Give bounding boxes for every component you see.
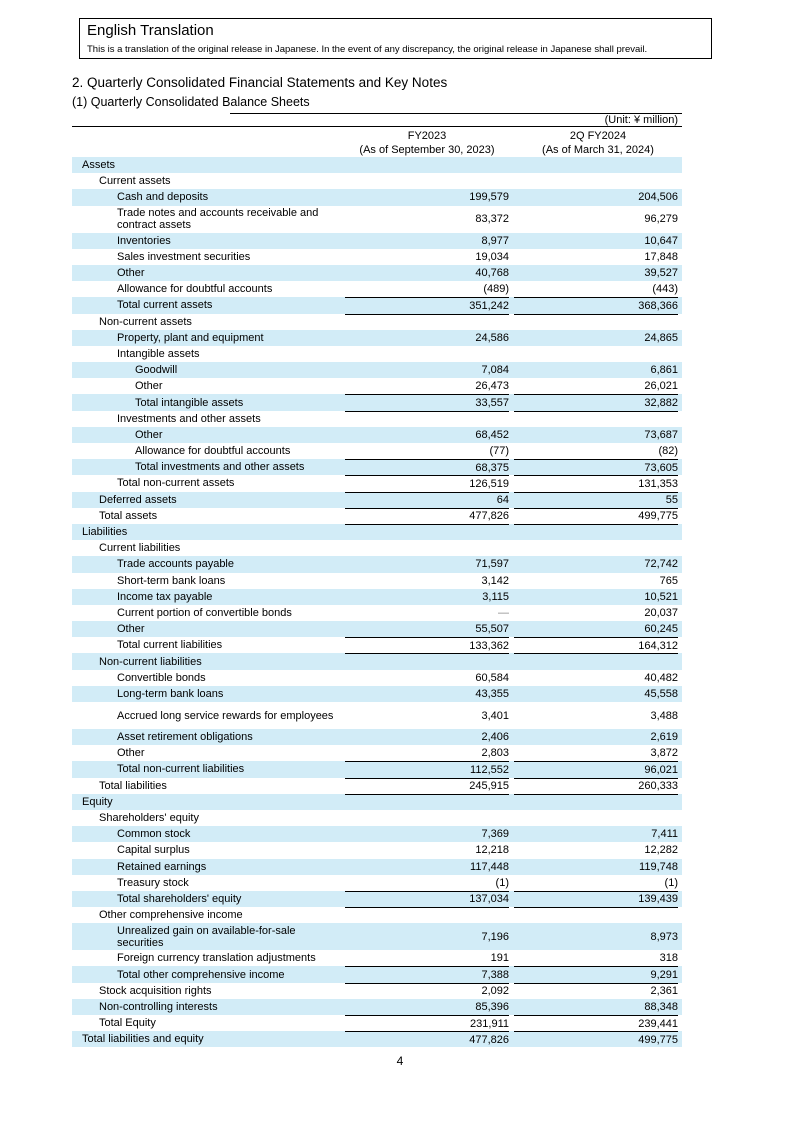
table-row [72, 378, 682, 394]
value-fy2023: 68,452 [475, 428, 509, 441]
page-number: 4 [396, 1054, 404, 1068]
table-row [72, 206, 682, 233]
row-label: Total investments and other assets [135, 461, 305, 474]
table-row [72, 1031, 682, 1047]
value-2q-fy2024: 20,037 [644, 606, 678, 619]
value-fy2023 [345, 794, 509, 810]
value-2q-fy2024: 10,521 [644, 590, 678, 603]
table-row [72, 810, 682, 826]
value-2q-fy2024: 260,333 [514, 778, 678, 794]
value-2q-fy2024: 32,882 [514, 394, 678, 410]
table-row [72, 233, 682, 249]
value-fy2023 [345, 411, 509, 427]
row-label: Property, plant and equipment [117, 331, 264, 344]
table-row [72, 729, 682, 745]
value-fy2023: 477,826 [345, 1031, 509, 1047]
value-fy2023: 68,375 [345, 459, 509, 475]
value-fy2023: 55,507 [475, 623, 509, 636]
value-fy2023: 2,406 [481, 731, 509, 744]
row-label: Other [117, 623, 145, 636]
value-fy2023 [345, 314, 509, 330]
row-label: Current portion of convertible bonds [117, 606, 292, 619]
value-fy2023: 231,911 [345, 1015, 509, 1031]
row-label: Total non-current assets [117, 477, 235, 490]
value-2q-fy2024: 96,021 [514, 761, 678, 777]
table-row [72, 826, 682, 842]
value-fy2023 [345, 157, 509, 173]
value-fy2023: 19,034 [475, 250, 509, 263]
value-2q-fy2024: 6,861 [650, 364, 678, 377]
table-row [72, 875, 682, 891]
value-2q-fy2024: 499,775 [514, 508, 678, 524]
table-row [72, 249, 682, 265]
value-2q-fy2024: (82) [658, 445, 678, 458]
table-row [72, 297, 682, 313]
table-row [72, 1015, 682, 1031]
value-2q-fy2024: 318 [659, 952, 678, 965]
value-fy2023: 7,084 [481, 364, 509, 377]
row-label: Treasury stock [117, 876, 189, 889]
value-2q-fy2024: 17,848 [644, 250, 678, 263]
table-row [72, 923, 682, 950]
row-label: Deferred assets [99, 493, 177, 506]
row-label: Convertible bonds [117, 671, 206, 684]
table-row [72, 157, 682, 173]
row-label: Investments and other assets [117, 412, 261, 425]
row-label: Total liabilities and equity [82, 1033, 204, 1046]
value-fy2023: 191 [490, 952, 509, 965]
table-row [72, 637, 682, 653]
table-row [72, 330, 682, 346]
table-row [72, 999, 682, 1015]
table-row [72, 653, 682, 669]
value-fy2023: 7,369 [481, 828, 509, 841]
value-fy2023: 43,355 [475, 687, 509, 700]
value-fy2023: (489) [483, 283, 509, 296]
row-label: Other [117, 267, 145, 280]
table-row [72, 173, 682, 189]
value-2q-fy2024: 96,279 [644, 213, 678, 226]
value-fy2023: — [498, 606, 509, 619]
value-2q-fy2024 [514, 907, 678, 923]
row-label: Intangible assets [117, 347, 200, 360]
table-row [72, 459, 682, 475]
column-header-date: (As of September 30, 2023) [359, 144, 495, 156]
value-fy2023: 71,597 [475, 558, 509, 571]
value-fy2023: 3,401 [481, 709, 509, 722]
row-label: Assets [82, 159, 116, 172]
value-2q-fy2024: 73,605 [514, 459, 678, 475]
table-row [72, 686, 682, 702]
row-label: Allowance for doubtful accounts [117, 283, 273, 296]
value-fy2023 [345, 810, 509, 826]
unit-label: (Unit: ¥ million) [604, 114, 678, 126]
value-fy2023 [345, 524, 509, 540]
row-label: Trade accounts payable [117, 558, 234, 571]
table-row [72, 443, 682, 459]
row-label: Total current assets [117, 299, 213, 312]
value-2q-fy2024 [514, 314, 678, 330]
value-2q-fy2024: 2,361 [514, 983, 678, 999]
row-label: Total other comprehensive income [117, 968, 285, 981]
table-row [72, 475, 682, 491]
row-label: Current liabilities [99, 542, 181, 555]
table-row [72, 670, 682, 686]
row-label: Other [135, 380, 163, 393]
row-label: Equity [82, 795, 113, 808]
value-2q-fy2024: 39,527 [644, 267, 678, 280]
value-2q-fy2024: 72,742 [644, 558, 678, 571]
row-label: Non-controlling interests [99, 1000, 218, 1013]
table-row [72, 950, 682, 966]
value-2q-fy2024: 3,488 [650, 709, 678, 722]
value-2q-fy2024: 139,439 [514, 891, 678, 907]
table-row [72, 265, 682, 281]
value-2q-fy2024: (1) [664, 876, 678, 889]
value-fy2023: 64 [345, 492, 509, 508]
value-2q-fy2024: 55 [514, 492, 678, 508]
value-fy2023: 3,115 [482, 590, 509, 603]
row-label: Trade notes and accounts receivable and contract assets [117, 207, 319, 232]
row-label: Shareholders' equity [99, 812, 199, 825]
table-row [72, 966, 682, 982]
value-2q-fy2024 [514, 411, 678, 427]
table-row [72, 702, 682, 729]
table-row [72, 842, 682, 858]
row-label: Unrealized gain on available-for-sale securities [117, 924, 296, 949]
table-row [72, 427, 682, 443]
header-rule-top [230, 113, 682, 114]
row-label: Retained earnings [117, 860, 207, 873]
column-header-period: FY2023 [407, 130, 447, 142]
table-row [72, 540, 682, 556]
value-2q-fy2024 [514, 540, 678, 556]
table-row [72, 745, 682, 761]
value-2q-fy2024: 45,558 [644, 687, 678, 700]
header-rule [72, 126, 682, 127]
row-label: Capital surplus [117, 844, 190, 857]
value-fy2023: 8,977 [481, 234, 509, 247]
translation-notice-box [79, 18, 712, 59]
value-2q-fy2024: 88,348 [644, 1000, 678, 1013]
value-fy2023: 112,552 [345, 761, 509, 777]
subsection-heading: (1) Quarterly Consolidated Balance Sheets [72, 95, 310, 109]
value-fy2023: 60,584 [475, 671, 509, 684]
row-label: Accrued long service rewards for employees [117, 709, 334, 722]
table-row [72, 589, 682, 605]
table-row [72, 362, 682, 378]
table-row [72, 492, 682, 508]
value-2q-fy2024: 499,775 [514, 1031, 678, 1047]
value-fy2023: 199,579 [469, 191, 509, 204]
balance-sheet-table [72, 157, 682, 1047]
row-label: Liabilities [82, 526, 128, 539]
value-fy2023 [345, 653, 509, 669]
value-2q-fy2024: 131,353 [514, 475, 678, 491]
value-fy2023: 83,372 [475, 213, 509, 226]
value-2q-fy2024: 765 [659, 574, 678, 587]
table-row [72, 281, 682, 297]
value-2q-fy2024 [514, 346, 678, 362]
row-label: Inventories [117, 234, 171, 247]
value-2q-fy2024: 60,245 [644, 623, 678, 636]
value-fy2023: 2,803 [481, 747, 509, 760]
row-label: Current assets [99, 175, 171, 188]
table-row [72, 314, 682, 330]
value-2q-fy2024 [514, 794, 678, 810]
table-row [72, 778, 682, 794]
value-2q-fy2024: 7,411 [651, 828, 678, 841]
value-fy2023 [345, 346, 509, 362]
value-fy2023: 12,218 [475, 844, 509, 857]
row-label: Sales investment securities [117, 250, 251, 263]
value-fy2023: 245,915 [345, 778, 509, 794]
value-fy2023: 477,826 [345, 508, 509, 524]
row-label: Total intangible assets [135, 396, 244, 409]
row-label: Total Equity [99, 1017, 156, 1030]
column-header-2q-fy2024 [514, 129, 682, 157]
row-label: Asset retirement obligations [117, 731, 253, 744]
row-label: Income tax payable [117, 590, 213, 603]
value-fy2023: 137,034 [345, 891, 509, 907]
value-2q-fy2024: 119,748 [639, 860, 678, 873]
table-row [72, 794, 682, 810]
value-2q-fy2024 [514, 173, 678, 189]
value-2q-fy2024: 40,482 [644, 671, 678, 684]
row-label: Other comprehensive income [99, 909, 243, 922]
table-row [72, 508, 682, 524]
table-row [72, 556, 682, 572]
value-fy2023: 26,473 [475, 380, 509, 393]
column-header-date: (As of March 31, 2024) [542, 144, 654, 156]
value-2q-fy2024: 10,647 [644, 234, 678, 247]
value-2q-fy2024: 368,366 [514, 297, 678, 313]
value-2q-fy2024: 204,506 [638, 191, 678, 204]
value-2q-fy2024 [514, 157, 678, 173]
value-fy2023: (1) [495, 876, 509, 889]
value-2q-fy2024: 2,619 [650, 731, 678, 744]
row-label: Stock acquisition rights [99, 984, 212, 997]
section-heading: 2. Quarterly Consolidated Financial Statements and Key Notes [72, 75, 448, 90]
value-2q-fy2024: 8,973 [650, 930, 678, 943]
row-label: Total liabilities [99, 779, 167, 792]
value-fy2023: 7,388 [345, 966, 509, 982]
value-2q-fy2024: 12,282 [644, 844, 678, 857]
value-fy2023: 7,196 [481, 930, 509, 943]
table-row [72, 907, 682, 923]
row-label: Cash and deposits [117, 191, 209, 204]
value-fy2023: 351,242 [345, 297, 509, 313]
table-row [72, 983, 682, 999]
row-label: Total current liabilities [117, 639, 223, 652]
value-fy2023: 126,519 [345, 475, 509, 491]
value-2q-fy2024: 9,291 [514, 966, 678, 982]
row-label: Allowance for doubtful accounts [135, 445, 291, 458]
value-fy2023: 2,092 [345, 983, 509, 999]
row-label: Long-term bank loans [117, 687, 224, 700]
value-fy2023: (77) [489, 445, 509, 458]
value-2q-fy2024: 239,441 [514, 1015, 678, 1031]
value-fy2023: 85,396 [475, 1000, 509, 1013]
table-row [72, 394, 682, 410]
row-label: Total non-current liabilities [117, 763, 245, 776]
value-2q-fy2024: 24,865 [644, 331, 678, 344]
value-fy2023: 117,448 [470, 860, 509, 873]
value-2q-fy2024: 164,312 [514, 637, 678, 653]
value-2q-fy2024: 3,872 [650, 747, 678, 760]
row-label: Non-current liabilities [99, 655, 202, 668]
value-2q-fy2024 [514, 810, 678, 826]
row-label: Other [135, 428, 163, 441]
column-header-period: 2Q FY2024 [569, 130, 627, 142]
table-row [72, 621, 682, 637]
row-label: Other [117, 747, 145, 760]
value-2q-fy2024 [514, 524, 678, 540]
table-row [72, 891, 682, 907]
table-row [72, 573, 682, 589]
column-header-fy2023 [345, 129, 509, 157]
table-row [72, 346, 682, 362]
notice-title: English Translation [87, 22, 214, 39]
row-label: Goodwill [135, 364, 178, 377]
value-fy2023: 40,768 [475, 267, 509, 280]
value-2q-fy2024: 73,687 [644, 428, 678, 441]
value-2q-fy2024: 26,021 [644, 380, 678, 393]
value-2q-fy2024: (443) [652, 283, 678, 296]
table-row [72, 524, 682, 540]
row-label: Foreign currency translation adjustments [117, 952, 316, 965]
row-label: Short-term bank loans [117, 574, 226, 587]
table-row [72, 189, 682, 205]
value-fy2023 [345, 173, 509, 189]
table-row [72, 761, 682, 777]
value-fy2023 [345, 540, 509, 556]
table-row [72, 411, 682, 427]
row-label: Non-current assets [99, 315, 192, 328]
table-row [72, 605, 682, 621]
value-fy2023: 33,557 [345, 394, 509, 410]
value-fy2023: 3,142 [481, 574, 509, 587]
table-row [72, 859, 682, 875]
value-fy2023: 133,362 [345, 637, 509, 653]
value-fy2023: 24,586 [475, 331, 509, 344]
row-label: Common stock [117, 828, 191, 841]
row-label: Total assets [99, 509, 158, 522]
value-2q-fy2024 [514, 653, 678, 669]
notice-text: This is a translation of the original release in Japanese. In the event of any discrepancy, the original release in Japanese shall prevail. [87, 44, 648, 55]
row-label: Total shareholders' equity [117, 892, 242, 905]
value-fy2023 [345, 907, 509, 923]
